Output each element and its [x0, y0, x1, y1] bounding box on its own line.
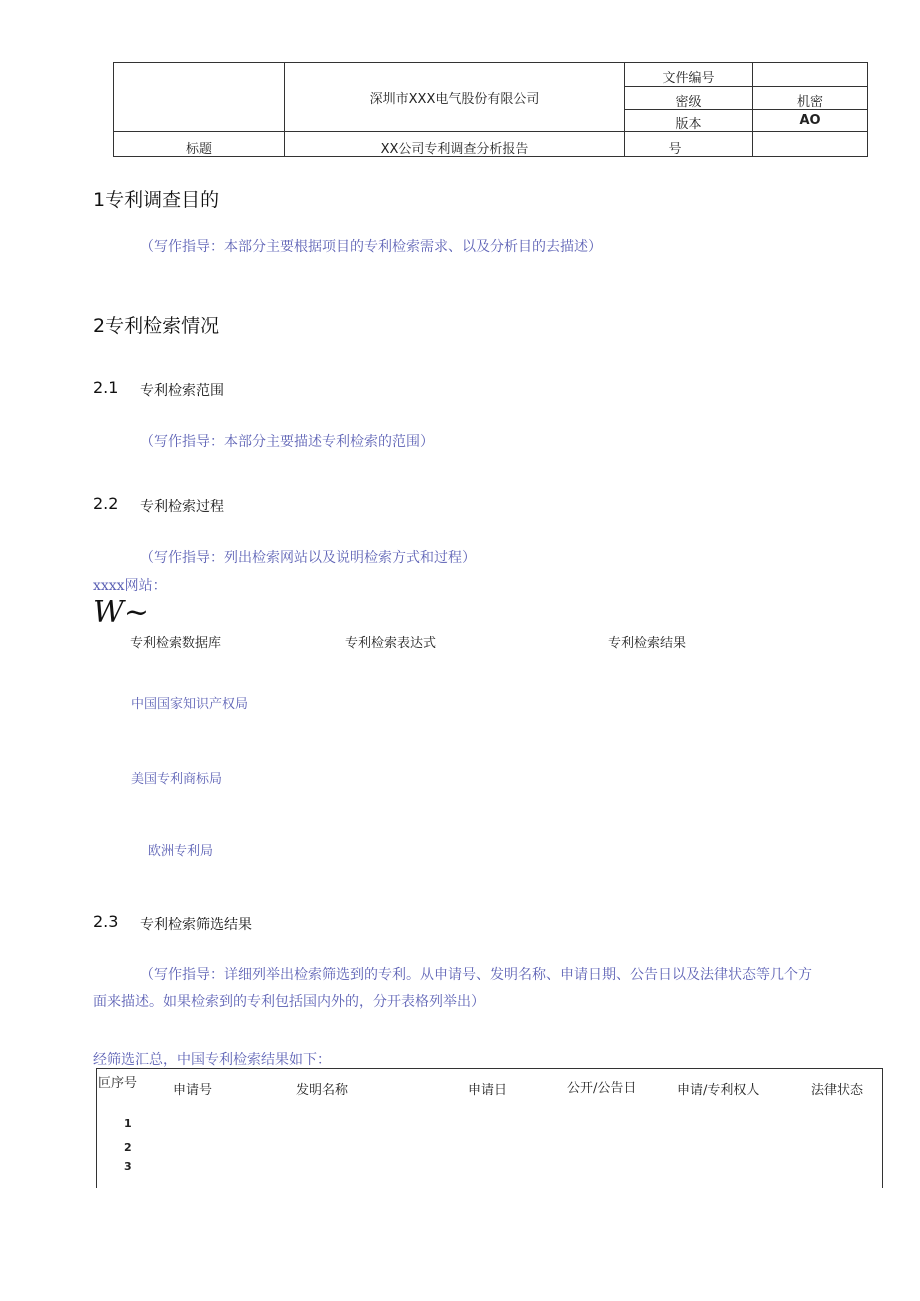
results-col-application-number: 申请号 — [173, 1083, 213, 1098]
version-label: 版本 — [675, 117, 702, 132]
section-2-1-guide: （写作指导：本部分主要描述专利检索的范围） — [140, 434, 434, 450]
section-1-guide: （写作指导：本部分主要根据项目的专利检索需求、以及分析目的去描述） — [140, 239, 602, 255]
results-col-application-date: 申请日 — [468, 1083, 508, 1098]
number-label: 号 — [668, 142, 682, 157]
section-2-2-number: 2.2 — [93, 494, 119, 513]
secret-level-value: 机密 — [796, 95, 823, 110]
section-2-heading: 2专利检索情况 — [93, 315, 220, 337]
results-col-index: 叵序号 — [98, 1076, 138, 1091]
title-value: XX公司专利调查分析报告 — [380, 142, 529, 157]
results-col-applicant: 申请/专利权人 — [677, 1083, 760, 1098]
search-col-database: 专利检索数据库 — [130, 636, 222, 651]
summary-intro: 经筛选汇总，中国专利检索结果如下： — [93, 1052, 331, 1068]
search-col-expression: 专利检索表达式 — [345, 636, 437, 651]
section-2-3-guide-line-1: （写作指导：详细列举出检索筛选到的专利。从申请号、发明名称、申请日期、公告日以及法律状态等几个方 — [140, 967, 812, 983]
version-value: AO — [799, 113, 821, 128]
section-2-3-heading: 专利检索筛选结果 — [140, 917, 252, 933]
results-row-number: 1 — [124, 1117, 132, 1130]
results-col-publication-date: 公开/公告日 — [567, 1081, 637, 1096]
search-row-cnipa: 中国国家知识产权局 — [131, 697, 249, 712]
secret-level-label: 密级 — [675, 95, 702, 110]
title-label: 标题 — [185, 142, 212, 157]
search-row-uspto: 美国专利商标局 — [131, 772, 223, 787]
search-row-epo: 欧洲专利局 — [148, 844, 214, 859]
section-2-1-heading: 专利检索范围 — [140, 383, 224, 399]
company-name: 深圳市XXX电气股份有限公司 — [369, 92, 540, 107]
section-2-1-number: 2.1 — [93, 378, 119, 397]
file-number-label: 文件编号 — [662, 71, 715, 86]
section-2-2-guide: （写作指导：列出检索网站以及说明检索方式和过程） — [140, 550, 476, 566]
section-2-2-heading: 专利检索过程 — [140, 499, 224, 515]
section-2-3-guide-line-2: 面来描述。如果检索到的专利包括国内外的，分开表格列举出） — [93, 994, 485, 1010]
section-2-3-number: 2.3 — [93, 912, 119, 931]
results-col-invention-name: 发明名称 — [296, 1083, 349, 1098]
results-col-legal-status: 法律状态 — [811, 1083, 864, 1098]
search-col-result: 专利检索结果 — [608, 636, 687, 651]
results-row-number: 2 — [124, 1141, 132, 1154]
handwritten-mark: W~ — [93, 595, 149, 630]
results-row-number: 3 — [124, 1160, 132, 1173]
section-1-heading: 1专利调查目的 — [93, 189, 220, 211]
website-label: xxxx网站： — [93, 578, 167, 594]
